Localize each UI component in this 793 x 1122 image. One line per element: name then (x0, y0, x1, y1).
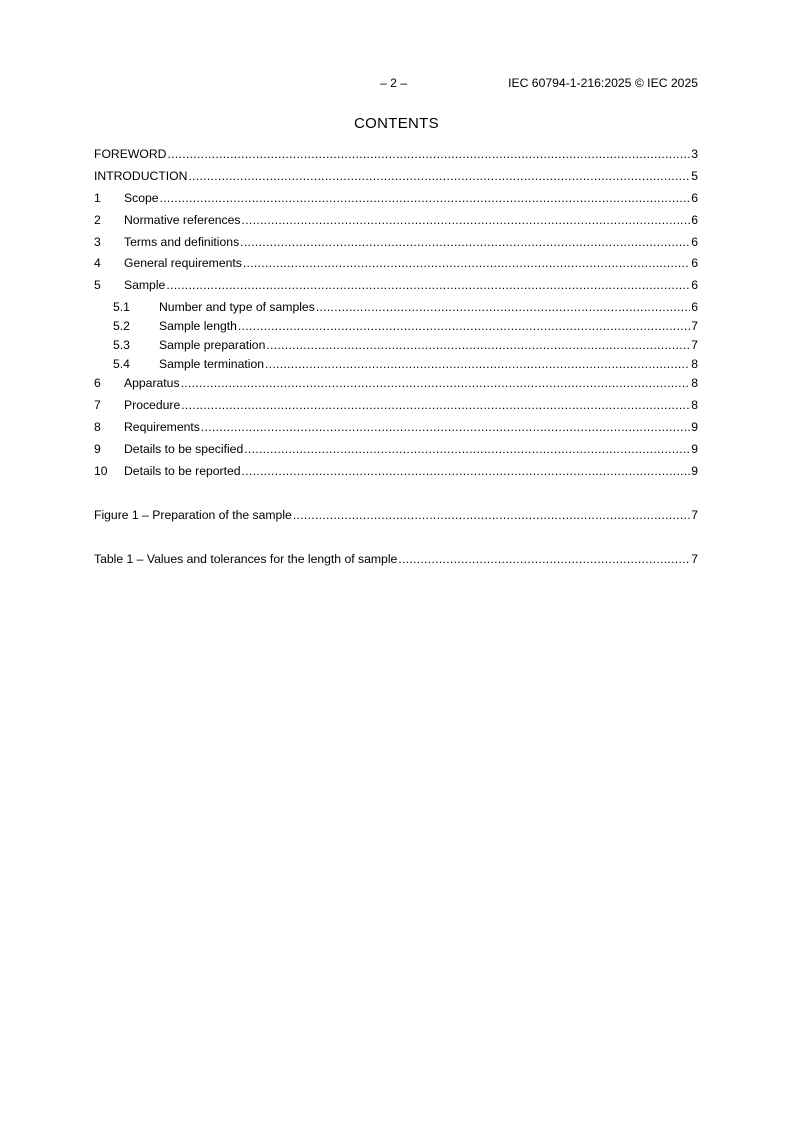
toc-entry-number: 5.4 (113, 357, 130, 372)
toc-entry-page: 5 (691, 168, 698, 183)
toc-entry-page: 8 (691, 357, 698, 372)
dot-leader (293, 507, 690, 523)
dot-leader (240, 234, 690, 250)
toc-entry-apparatus[interactable] (94, 375, 698, 397)
toc-entry-general-requirements[interactable] (94, 255, 698, 277)
toc-entry-number: 2 (94, 212, 101, 227)
toc-entry-sample[interactable] (94, 277, 698, 299)
toc-entry-number: 9 (94, 441, 101, 456)
toc-entry-page: 6 (691, 256, 698, 271)
toc-entry-page: 6 (691, 190, 698, 205)
page-header (0, 76, 793, 92)
toc-entry-text: Apparatus (124, 376, 180, 391)
toc-entry-text: Sample termination (159, 357, 264, 372)
toc-entry-text: Figure 1 – Preparation of the sample (94, 507, 292, 522)
toc-entry-number: 5.3 (113, 338, 130, 353)
toc-entry-sample-length[interactable] (94, 318, 698, 337)
toc-entry-page: 8 (691, 398, 698, 413)
dot-leader (166, 277, 690, 293)
toc-entry-text: FOREWORD (94, 147, 167, 161)
dot-leader (316, 299, 690, 315)
dot-leader (244, 441, 690, 457)
toc-entry-page: 9 (691, 441, 698, 456)
toc-entry-requirements[interactable] (94, 419, 698, 441)
toc-entry-number: 6 (94, 376, 101, 391)
toc-entry-number-and-type-of-samples[interactable] (94, 299, 698, 318)
toc-entry-text: Details to be reported (124, 463, 241, 478)
page-number: – 2 – (380, 76, 408, 90)
section-gap (94, 529, 698, 551)
toc-entry-page: 8 (691, 376, 698, 391)
dot-leader (188, 168, 690, 184)
dot-leader (242, 463, 691, 479)
toc-entry-text: Requirements (124, 420, 200, 435)
toc-entry-details-to-be-specified[interactable] (94, 441, 698, 463)
toc-entry-page: 7 (691, 507, 698, 522)
dot-leader (201, 419, 690, 435)
toc-entry-number: 10 (94, 463, 108, 478)
toc-entry-page: 6 (691, 300, 698, 315)
dot-leader (265, 356, 690, 372)
toc-entry-number: 7 (94, 398, 101, 413)
toc-entry-text: Sample length (159, 319, 237, 334)
toc-entry-foreword[interactable] (94, 146, 698, 168)
toc-entry-page: 9 (691, 420, 698, 435)
table-of-contents (94, 146, 698, 572)
dot-leader (238, 318, 690, 334)
toc-entry-text: INTRODUCTION (94, 168, 188, 183)
toc-entry-text: Details to be specified (124, 441, 244, 456)
toc-entry-number: 4 (94, 256, 101, 271)
section-gap (94, 485, 698, 507)
toc-entry-number: 3 (94, 234, 101, 249)
toc-entry-figure-1[interactable] (94, 507, 698, 529)
toc-entry-text: Normative references (124, 212, 241, 227)
dot-leader (243, 255, 690, 271)
dot-leader (398, 551, 690, 567)
toc-entry-text: Number and type of samples (159, 300, 315, 315)
toc-entry-number: 1 (94, 190, 101, 205)
toc-entry-page: 7 (691, 319, 698, 334)
toc-entry-sample-termination[interactable] (94, 356, 698, 375)
toc-entry-text: General requirements (124, 256, 242, 271)
toc-entry-page: 3 (691, 147, 698, 161)
toc-entry-number: 8 (94, 420, 101, 435)
dot-leader (242, 212, 691, 228)
dot-leader (160, 190, 691, 206)
toc-entry-introduction[interactable] (94, 168, 698, 190)
toc-entry-page: 6 (691, 278, 698, 293)
toc-entry-sample-preparation[interactable] (94, 337, 698, 356)
toc-entry-text: Table 1 – Values and tolerances for the length of sample (94, 551, 398, 566)
toc-entry-page: 9 (691, 463, 698, 478)
dot-leader (181, 375, 691, 391)
toc-entry-number: 5.1 (113, 300, 130, 315)
toc-entry-page: 6 (691, 212, 698, 227)
toc-entry-details-to-be-reported[interactable] (94, 463, 698, 485)
toc-entry-terms-and-definitions[interactable] (94, 234, 698, 256)
toc-entry-number: 5.2 (113, 319, 130, 334)
toc-entry-text: Procedure (124, 398, 181, 413)
dot-leader (266, 337, 690, 353)
toc-entry-page: 7 (691, 551, 698, 566)
toc-entry-text: Sample (124, 278, 166, 293)
toc-entry-number: 5 (94, 278, 101, 293)
toc-entry-page: 7 (691, 338, 698, 353)
toc-entry-scope[interactable] (94, 190, 698, 212)
document-id: IEC 60794-1-216:2025 © IEC 2025 (508, 76, 698, 90)
toc-entry-text: Terms and definitions (124, 234, 240, 249)
toc-entry-normative-references[interactable] (94, 212, 698, 234)
page-title: CONTENTS (354, 115, 439, 132)
toc-entry-text: Sample preparation (159, 338, 266, 353)
toc-entry-procedure[interactable] (94, 397, 698, 419)
toc-entry-table-1[interactable] (94, 551, 698, 573)
toc-entry-text: Scope (124, 190, 159, 205)
dot-leader (181, 397, 690, 413)
dot-leader (167, 146, 690, 162)
toc-entry-page: 6 (691, 234, 698, 249)
